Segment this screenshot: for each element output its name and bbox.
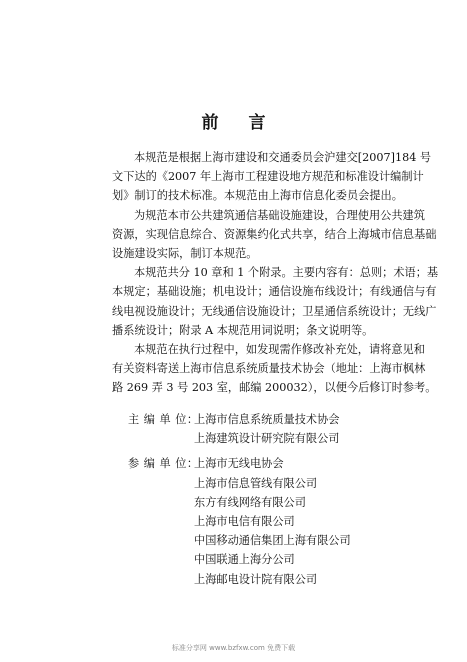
- chief-units-label: 主 编 单 位：: [128, 413, 199, 426]
- paragraph-2: [112, 206, 438, 264]
- footer-watermark: 标准分享网 www.bzfxw.com 免费下载: [171, 644, 296, 652]
- text-line: 本规范共分 10 章和 1 个附录。主要内容有：总则；术语；基: [134, 266, 439, 280]
- page-title: 前 言: [201, 113, 278, 133]
- unit-name: 上海市电信有限公司: [194, 515, 295, 529]
- paragraph-1: [112, 148, 438, 206]
- unit-name: 中国联通上海分公司: [194, 553, 295, 567]
- text-line: 资源，实现信息综合、资源集约化式共享，结合上海城市信息基础: [112, 227, 437, 241]
- text-line: 为规范本市公共建筑通信基础设施建设，合理使用公共建筑: [134, 208, 425, 222]
- participating-units-list: [194, 454, 351, 588]
- text-line: 路 269 弄 3 号 203 室，邮编 200032），以便今后修订时参考。: [112, 381, 437, 395]
- unit-name: 中国移动通信集团上海有限公司: [194, 534, 351, 548]
- paragraph-3: [112, 263, 438, 340]
- chief-units-list: [194, 410, 339, 448]
- unit-name: 上海建筑设计研究院有限公司: [194, 432, 340, 446]
- chief-units: [128, 410, 448, 448]
- text-line: 有关资料寄送上海市信息系统质量技术协会（地址：上海市枫林: [112, 362, 426, 376]
- units-section: [128, 410, 448, 589]
- text-line: 本规范在执行过程中，如发现需作修改补充处，请将意见和: [134, 343, 425, 357]
- text-line: 播系统设计；附录 A 本规范用词说明；条文说明等。: [112, 323, 374, 337]
- text-line: 本规定；基础设施；机电设计；通信设施布线设计；有线通信与有: [112, 285, 437, 299]
- text-line: 本规范是根据上海市建设和交通委员会沪建交[2007]184 号: [134, 151, 432, 164]
- participating-units: [128, 454, 448, 588]
- unit-name: 上海市信息系统质量技术协会: [194, 413, 340, 426]
- unit-name: 上海市无线电协会: [194, 457, 284, 471]
- participating-units-label: 参 编 单 位：: [128, 457, 199, 471]
- preface-body: [112, 148, 438, 398]
- unit-name: 上海邮电设计院有限公司: [194, 572, 318, 586]
- unit-name: 上海市信息管线有限公司: [194, 476, 318, 490]
- text-line: 文下达的《2007 年上海市工程建设地方规范和标准设计编制计: [112, 170, 424, 184]
- text-line: 设施建设实际，制订本规范。: [112, 247, 258, 261]
- unit-name: 东方有线网络有限公司: [194, 495, 306, 509]
- text-line: 划》制订的技术标准。本规范由上海市信息化委员会提出。: [112, 189, 403, 203]
- paragraph-4: [112, 340, 438, 398]
- text-line: 线电视设施设计；无线通信设施设计；卫星通信系统设计；无线广: [112, 304, 437, 318]
